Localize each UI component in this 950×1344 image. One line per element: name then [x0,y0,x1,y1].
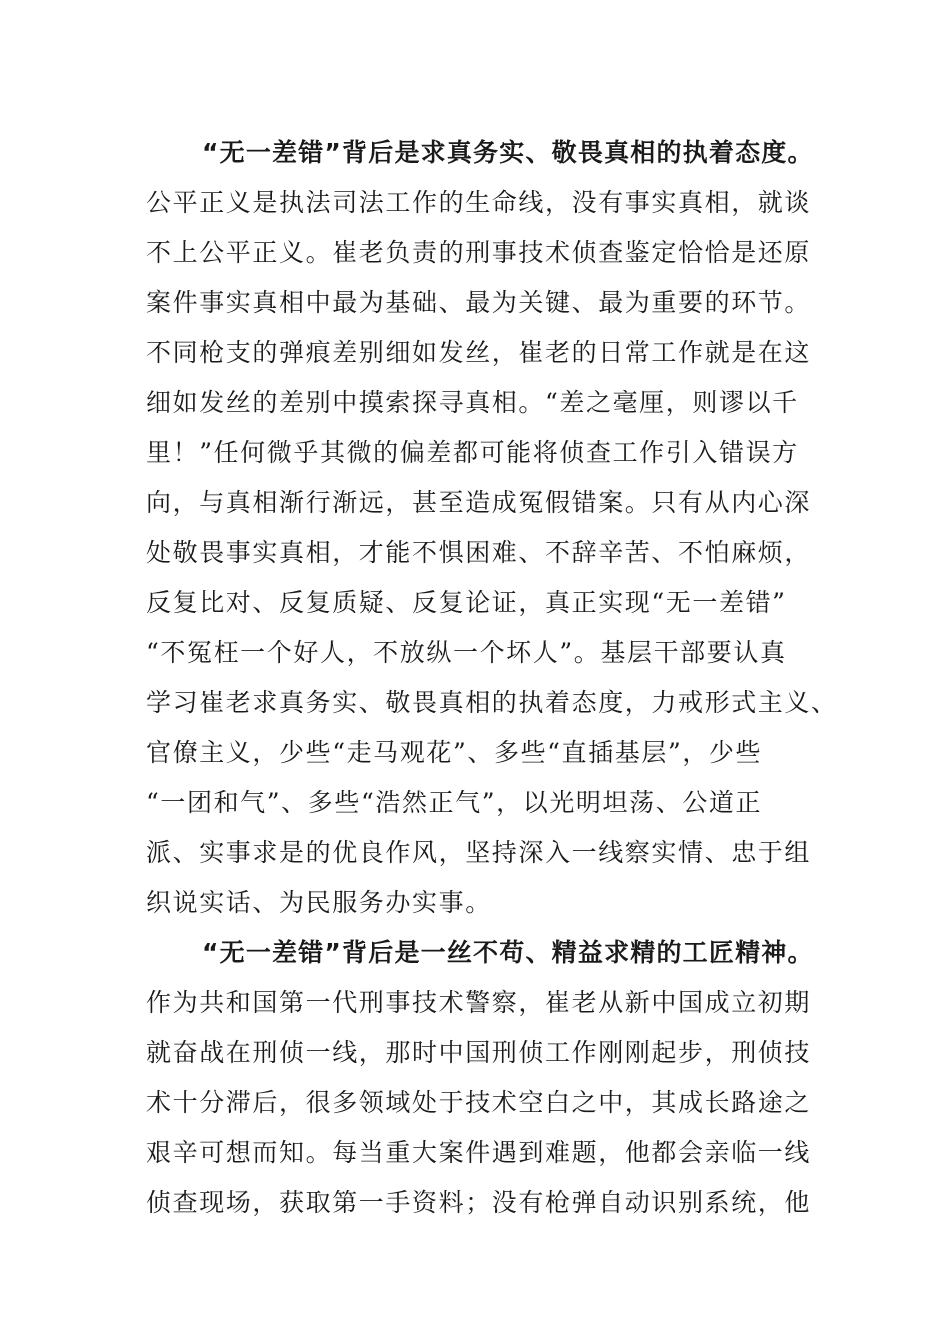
paragraph-2-line: 术十分滞后，很多领域处于技术空白之中，其成长路途之 [146,1088,812,1117]
paragraph-1-line: 官僚主义，少些“走马观花”、多些“直插基层”，少些 [146,738,763,767]
paragraph-1-line: 案件事实真相中最为基础、最为关键、最为重要的环节。 [146,288,812,317]
paragraph-1-line: 派、实事求是的优良作风，坚持深入一线察实情、忠于组 [146,838,812,867]
paragraph-2-line: 作为共和国第一代刑事技术警察，崔老从新中国成立初期 [146,988,812,1017]
paragraph-1-line: 里！”任何微乎其微的偏差都可能将侦查工作引入错误方 [146,438,799,467]
paragraph-1-line: 向，与真相渐行渐远，甚至造成冤假错案。只有从内心深 [146,488,812,517]
paragraph-1-line: 不同枪支的弹痕差别细如发丝，崔老的日常工作就是在这 [146,338,812,367]
paragraph-1-line: 织说实话、为民服务办实事。 [146,888,492,917]
paragraph-2-line: 侦查现场，获取第一手资料；没有枪弹自动识别系统，他 [146,1188,812,1217]
paragraph-1-line: 公平正义是执法司法工作的生命线，没有事实真相，就谈 [146,188,812,217]
paragraph-1-heading: “无一差错”背后是求真务实、敬畏真相的执着态度。 [202,138,814,167]
document-body [146,128,838,1228]
paragraph-1-line: “不冤枉一个好人，不放纵一个坏人”。基层干部要认真 [146,638,787,667]
paragraph-1-line: 细如发丝的差别中摸索探寻真相。“差之毫厘，则谬以千 [146,388,799,417]
paragraph-2-heading: “无一差错”背后是一丝不苟、精益求精的工匠精神。 [202,938,814,967]
paragraph-1-line: 反复比对、反复质疑、反复论证，真正实现“无一差错” [146,588,787,617]
paragraph-1-line: 学习崔老求真务实、敬畏真相的执着态度，力戒形式主义、 [146,688,838,717]
paragraph-2-line: 就奋战在刑侦一线，那时中国刑侦工作刚刚起步，刑侦技 [146,1038,812,1067]
paragraph-1-line: 不上公平正义。崔老负责的刑事技术侦查鉴定恰恰是还原 [146,238,812,267]
paragraph-2-line: 艰辛可想而知。每当重大案件遇到难题，他都会亲临一线 [146,1138,812,1167]
paragraph-1-line: 处敬畏事实真相，才能不惧困难、不辞辛苦、不怕麻烦， [146,538,812,567]
paragraph-1-line: “一团和气”、多些“浩然正气”，以光明坦荡、公道正 [146,788,763,817]
